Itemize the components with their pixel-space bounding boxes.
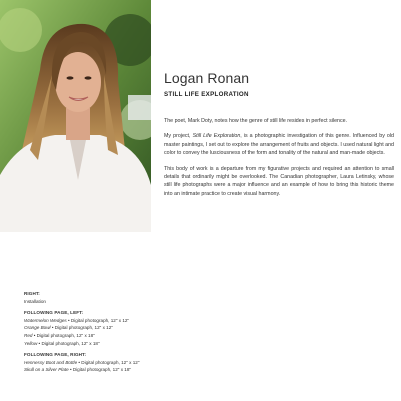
- caption-item: Installation: [24, 298, 46, 304]
- caption-item: [24, 332, 224, 340]
- caption-item: [24, 359, 224, 367]
- caption-heading: FOLLOWING PAGE, RIGHT:: [24, 352, 87, 358]
- caption-item: [24, 317, 224, 325]
- statement-paragraph-1: The poet, Mark Doty, notes how the genre of still life resides in perfect silence.: [164, 118, 348, 124]
- artwork-detail: • Digital photograph, 12" x 12": [77, 359, 140, 365]
- artist-statement: [164, 117, 394, 205]
- caption-group-following-left: [24, 309, 224, 347]
- project-title-italic: Still Life Exploration: [192, 133, 241, 140]
- caption-heading: RIGHT:: [24, 291, 40, 296]
- artwork-title: Orange Bowl: [24, 325, 51, 331]
- project-title: STILL LIFE EXPLORATION: [164, 91, 249, 98]
- statement-text: My project,: [164, 133, 193, 140]
- caption-heading: FOLLOWING PAGE, LEFT:: [24, 310, 84, 316]
- caption-group-right: [24, 290, 224, 305]
- statement-text: , is a photographic investigation of this genre. Influenced by old master paintings, I set out to explore the arrangement of fruits and objects. I used natural light and color to convey the lusciousness of the form and tonality of the natural and man-made objects.: [164, 133, 394, 157]
- artwork-detail: • Digital photograph, 12" x 18": [37, 340, 100, 346]
- caption-item: [24, 340, 224, 348]
- caption-item: [24, 366, 224, 374]
- artist-header: [164, 70, 394, 98]
- artwork-title: Hennessy Boot and Bottle: [24, 359, 78, 365]
- artwork-title: Yellow: [24, 340, 38, 346]
- caption-item: [24, 324, 224, 332]
- statement-paragraph-3: This body of work is a departure from my figurative projects and required an attention to small details that ordinarily might be overlooked. The Canadian photographer, Laura Letinsky, whose still life photographs were a major influence and an example of how to bring this historic theme into an intimate practice to create visual harmony.: [164, 165, 394, 197]
- portrait-photo: [0, 0, 151, 232]
- artwork-detail: • Digital photograph, 12" x 18": [32, 332, 95, 338]
- artwork-detail: • Digital photograph, 12" x 12": [50, 325, 113, 331]
- image-captions: [24, 290, 224, 378]
- statement-paragraph-2: [164, 132, 394, 157]
- artwork-title: Red: [24, 332, 33, 338]
- artwork-detail: • Digital photograph, 12" x 18": [68, 367, 132, 373]
- artwork-title: Watermelon Wedges: [24, 317, 67, 323]
- artwork-detail: • Digital photograph, 12" x 12": [66, 317, 130, 323]
- artist-name: Logan Ronan: [164, 70, 250, 86]
- caption-group-following-right: [24, 351, 224, 374]
- artwork-title: Skull on a Silver Plate: [24, 367, 69, 373]
